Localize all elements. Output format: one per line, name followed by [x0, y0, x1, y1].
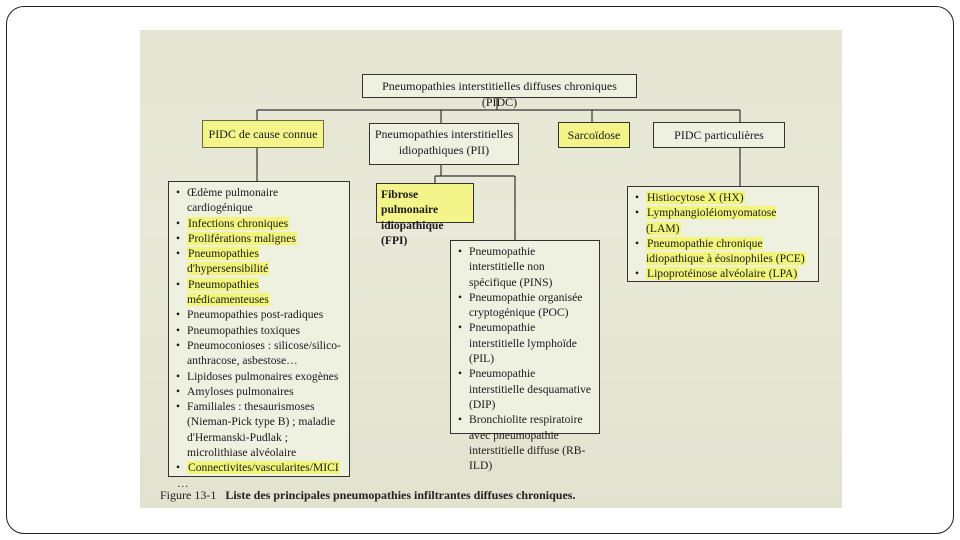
- list-item: • Lipidoses pulmonaires exogènes: [175, 369, 343, 384]
- list-item: • Pneumopathies médicamenteuses: [175, 277, 343, 308]
- list-item: • Pneumoconioses : silicose/silico-anthracose, asbestose…: [175, 338, 343, 369]
- cause-connue-list: [168, 181, 350, 490]
- list-item: • Amyloses pulmonaires: [175, 384, 343, 399]
- root-label: Pneumopathies interstitielles diffuses chroniques (PIDC): [382, 79, 617, 109]
- list-item: • Familiales : thesaurismoses (Nieman-Pick type B) ; maladie d'Hermanski-Pudlak ; microlithiase alvéolaire: [175, 399, 343, 460]
- list-item: • Pneumopathies d'hypersensibilité: [175, 246, 343, 277]
- list-item: • Pneumopathie organisée cryptogénique (POC): [457, 290, 593, 321]
- category-pii: [369, 123, 519, 165]
- category-sarcoidose: [558, 122, 630, 148]
- list-item: • Lipoprotéinose alvéolaire (LPA): [634, 266, 812, 281]
- root-node: [362, 74, 637, 109]
- list-item: • Pneumopathie interstitielle non spécifique (PINS): [457, 244, 593, 290]
- category-cause-connue: [202, 120, 324, 148]
- fibrose-node: [376, 183, 474, 247]
- list-item: • Pneumopathies post-radiques: [175, 307, 343, 322]
- list-item: • Œdème pulmonaire cardiogénique: [175, 185, 343, 216]
- list-item: • Pneumopathie interstitielle lymphoïde (PIL): [457, 320, 593, 366]
- list-item: • Proliférations malignes: [175, 231, 343, 246]
- list-item: • Lymphangioléiomyomatose (LAM): [634, 205, 812, 236]
- figure-number: Figure 13-1: [160, 488, 217, 502]
- list-item: • Connectivites/vascularites/MICI: [175, 460, 343, 475]
- fibrose-label: Fibrose pulmonaire idiopathique (FPI): [381, 188, 444, 247]
- particulieres-list: [627, 186, 819, 282]
- list-item: • Histiocytose X (HX): [634, 190, 812, 205]
- category-label: Sarcoïdose: [567, 128, 621, 142]
- list-item: • Pneumopathies toxiques: [175, 323, 343, 338]
- textbook-photo: [140, 30, 842, 508]
- category-particulieres: [653, 122, 785, 148]
- list-item: • Pneumopathie interstitielle desquamative (DIP): [457, 366, 593, 412]
- list-item: • Pneumopathie chronique idiopathique à éosinophiles (PCE): [634, 236, 812, 267]
- category-label: Pneumopathies interstitielles idiopathiques (PII): [374, 127, 514, 157]
- list-item: • Bronchiolite respiratoire avec pneumopathie interstitielle diffuse (RB-ILD): [457, 412, 593, 473]
- list-ellipsis: …: [177, 476, 189, 490]
- list-item: • Infections chroniques: [175, 216, 343, 231]
- category-label: PIDC particulières: [674, 128, 764, 142]
- figure-title: Liste des principales pneumopathies infiltrantes diffuses chroniques.: [225, 488, 576, 502]
- pii-list: [450, 240, 600, 473]
- category-label: PIDC de cause connue: [208, 127, 318, 141]
- figure-caption: [160, 488, 575, 503]
